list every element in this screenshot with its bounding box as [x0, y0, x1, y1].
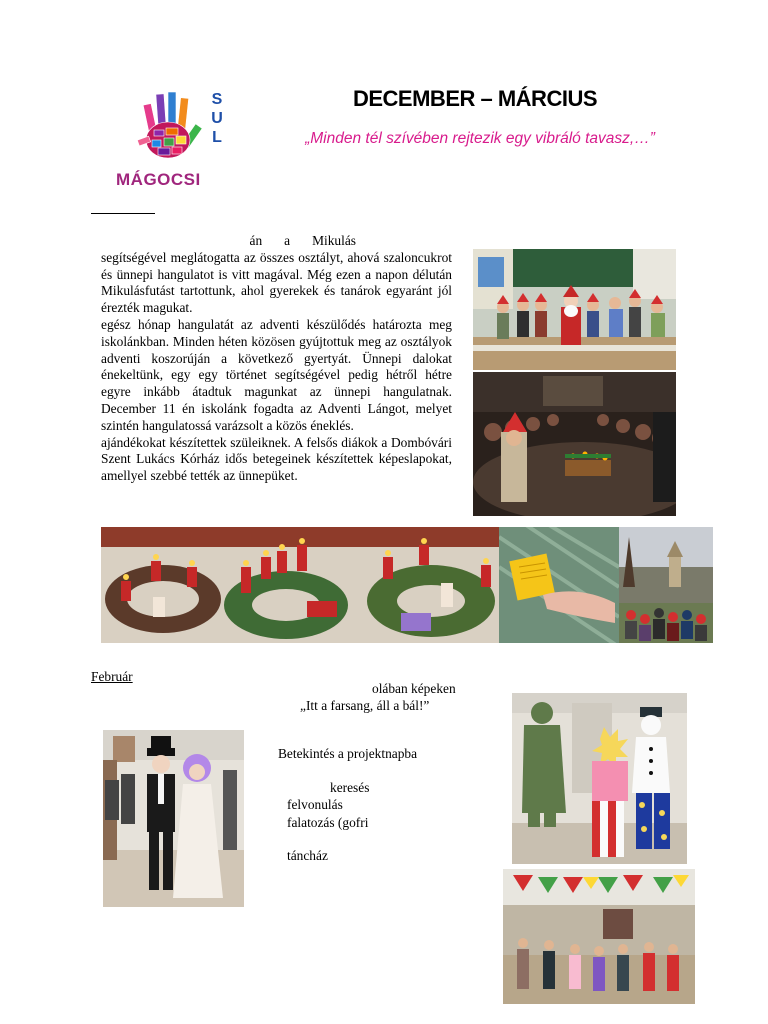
project-title: Betekintés a projektnapba — [278, 746, 418, 761]
school-logo — [112, 88, 232, 193]
photo-greeting-card — [499, 527, 619, 643]
activity-dance: táncház — [287, 848, 328, 863]
logo-name: MÁGOCSI — [116, 170, 201, 189]
photo-costume-group — [512, 693, 687, 864]
first-line: án a Mikulás — [249, 233, 356, 248]
activity-snacks: falatozás (gofri — [287, 815, 369, 830]
photo-costume-couple — [103, 730, 244, 907]
december-text — [101, 233, 452, 485]
paragraph-gifts: ajándékokat készítettek szüleiknek. A felsős diákok a Dombóvári Szent Lukács Kórház idős betegeinek készítettek képeslapokat, amellyel szebbé tették az ünnepüket. — [101, 434, 452, 484]
paragraph-mikulas: segítségével meglátogatta az összes osztályt, ahová szaloncukrot és ünnepi hangulatot is vitt magával. Még ezen a napon délután Mikulásfutást tartottunk, ahol gyerekek és tanárok egyaránt jól érezték magukat. — [101, 249, 452, 316]
activity-parade: felvonulás — [287, 797, 343, 812]
motto-quote: „Minden tél szívében rejtezik egy vibráló tavasz,…” — [305, 130, 655, 147]
photo-advent-wreaths — [101, 527, 499, 643]
photo-outdoor-group — [619, 527, 713, 643]
divider — [91, 213, 155, 214]
photos-caption: olában képeken — [372, 681, 456, 696]
activity-search: keresés — [330, 780, 370, 795]
photo-santa-classroom — [473, 249, 676, 370]
photo-dance-hall — [503, 869, 695, 1004]
logo-vertical-letters: S U L — [211, 91, 223, 146]
paragraph-advent: egész hónap hangulatát az adventi készülődés határozta meg iskolánkban. Minden héten közösen gyújtottuk meg az osztályok adventi koszorúján a következő gyertyát. Ünnepi dalokat énekeltünk, egy egy történet segítségével pedig hétről hétre egyre inkább átadtuk magunkat az ünnepi hangulatnak. December 11 én iskolánk fogadta az Adventi Lángot, melyet szintén hangulatossá varázsolt a közös éneklés. — [101, 316, 452, 433]
section-heading-february: Február — [91, 669, 133, 684]
page-title: DECEMBER – MÁRCIUS — [352, 86, 598, 111]
photo-advent-circle — [473, 372, 676, 516]
farsang-quote: „Itt a farsang, áll a bál!” — [300, 698, 430, 713]
hand-icon — [126, 90, 216, 172]
